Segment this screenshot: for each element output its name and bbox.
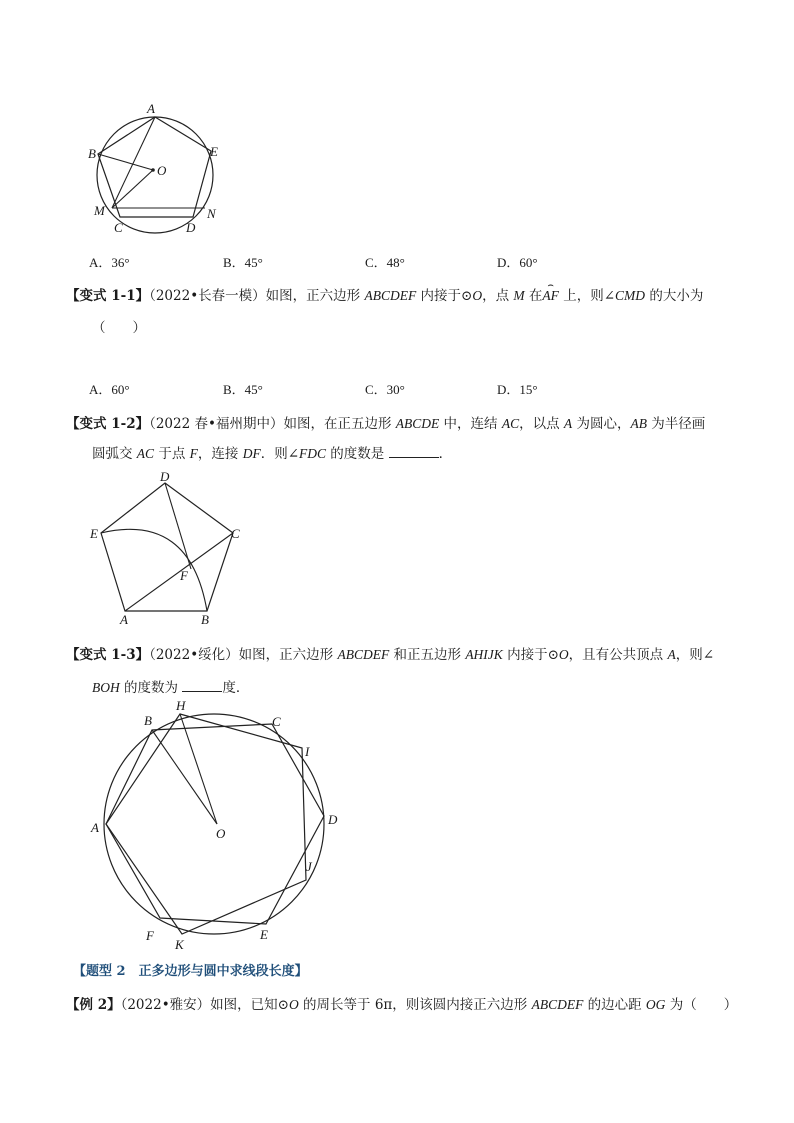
label-a: A bbox=[91, 820, 99, 835]
angle-name: BOH bbox=[92, 680, 120, 695]
section-title: 【题型 2 正多边形与圆中求线段长度】 bbox=[73, 964, 308, 979]
question-variant-1-2-line1 bbox=[66, 412, 705, 432]
label-e: E bbox=[90, 526, 98, 541]
segment-name: OG bbox=[645, 997, 666, 1012]
stem: 和正五边形 bbox=[389, 647, 466, 663]
polygon-name: AHIJK bbox=[465, 647, 503, 662]
source: （2022•长春一模） bbox=[149, 288, 266, 304]
stem: 中，连结 bbox=[439, 416, 502, 432]
option-d: D．60° bbox=[497, 255, 538, 270]
stem: ，点 bbox=[482, 288, 514, 304]
label-c: C bbox=[114, 220, 123, 235]
polygon-name: ABCDEF bbox=[531, 997, 584, 1012]
stem: 为圆心， bbox=[572, 416, 631, 432]
polygon-name: ABCDEF bbox=[337, 647, 390, 662]
question-variant-1-3-line2 bbox=[92, 676, 249, 696]
circle bbox=[104, 714, 324, 934]
angle-name: FDC bbox=[299, 446, 327, 461]
stem: 如图，已知⊙ bbox=[210, 997, 289, 1013]
stem: 如图，在正五边形 bbox=[283, 416, 396, 432]
figure-pentagon-arc bbox=[84, 472, 254, 632]
label-c: C bbox=[272, 714, 281, 729]
label-a: A bbox=[120, 612, 128, 627]
stem: ．则∠ bbox=[260, 446, 300, 462]
stem: 为（ ） bbox=[665, 997, 738, 1013]
stem: 如图，正六边形 bbox=[265, 288, 365, 304]
label-j: J bbox=[306, 859, 312, 874]
stem: 的度数为 bbox=[119, 680, 183, 696]
segment-name: AB bbox=[630, 416, 647, 431]
variant-tag: 【变式 1-3】 bbox=[66, 647, 150, 663]
label-f: F bbox=[146, 928, 154, 943]
answer-paren: （ ） bbox=[92, 320, 146, 336]
point-name: F bbox=[189, 446, 198, 461]
circle-name: O bbox=[558, 647, 569, 662]
figure-hexagon-pentagon-circle bbox=[86, 696, 346, 956]
stem: 的大小为 bbox=[645, 288, 704, 304]
label-b: B bbox=[144, 713, 152, 728]
segment-df bbox=[165, 483, 191, 569]
stem: 内接于⊙ bbox=[416, 288, 473, 304]
stem: 在 bbox=[524, 288, 543, 304]
answer-blank[interactable] bbox=[182, 691, 222, 692]
label-m: M bbox=[94, 203, 105, 218]
point-name: M bbox=[513, 288, 525, 303]
polygon-name: ABCDEF bbox=[364, 288, 417, 303]
source: （2022 春•福州期中） bbox=[149, 416, 284, 432]
circle-name: O bbox=[288, 997, 299, 1012]
label-o: O bbox=[216, 826, 226, 841]
figure-pentagon-circle bbox=[80, 98, 230, 238]
variant-tag: 【变式 1-2】 bbox=[66, 416, 150, 432]
label-a: A bbox=[147, 101, 155, 116]
stem: 上，则∠ bbox=[558, 288, 616, 304]
label-d: D bbox=[186, 220, 196, 235]
stem: ，连接 bbox=[197, 446, 243, 462]
polygon-name: ABCDE bbox=[395, 416, 440, 431]
stem: ． bbox=[438, 446, 453, 462]
point-name: A bbox=[667, 647, 676, 662]
point-name: A bbox=[563, 416, 573, 431]
label-e: E bbox=[210, 144, 218, 159]
label-d: D bbox=[328, 812, 338, 827]
label-i: I bbox=[305, 744, 310, 759]
circle bbox=[97, 117, 213, 233]
question-variant-1-2-line2 bbox=[92, 442, 452, 462]
center-point bbox=[151, 168, 155, 172]
segment-name: DF bbox=[242, 446, 261, 461]
option-b: B．45° bbox=[223, 255, 263, 270]
arc-ef bbox=[101, 529, 207, 611]
answer-blank[interactable] bbox=[389, 457, 439, 458]
circle-name: O bbox=[472, 288, 483, 303]
question-example-2 bbox=[66, 993, 737, 1013]
label-o: O bbox=[157, 163, 167, 178]
question-variant-1-3-line1 bbox=[66, 643, 714, 663]
option-a: A．60° bbox=[89, 382, 130, 397]
segment-name: AC bbox=[136, 446, 155, 461]
segment-bo bbox=[152, 730, 217, 824]
stem: 的边心距 bbox=[583, 997, 646, 1013]
stem: 度． bbox=[222, 680, 250, 696]
source: （2022•绥化） bbox=[149, 647, 239, 663]
angle-name: CMD bbox=[615, 288, 646, 303]
label-k: K bbox=[175, 937, 184, 952]
option-d: D．15° bbox=[497, 382, 538, 397]
label-b: B bbox=[88, 146, 96, 161]
stem: 圆弧交 bbox=[92, 446, 137, 462]
segment-ho bbox=[180, 714, 217, 824]
label-d: D bbox=[160, 472, 170, 484]
source: （2022•雅安） bbox=[120, 997, 211, 1013]
stem: 为半径画 bbox=[646, 416, 706, 432]
variant-tag: 【变式 1-1】 bbox=[66, 288, 150, 304]
label-c: C bbox=[231, 526, 240, 541]
stem: 如图，正六边形 bbox=[238, 647, 338, 663]
option-b: B．45° bbox=[223, 382, 263, 397]
arc-af: AF ⌢ bbox=[542, 280, 559, 303]
label-h: H bbox=[176, 698, 186, 713]
segment-m-o bbox=[112, 170, 153, 208]
stem: 于点 bbox=[154, 446, 190, 462]
label-n: N bbox=[207, 206, 216, 221]
stem: ，且有公共顶点 bbox=[568, 647, 668, 663]
segment-ac bbox=[125, 533, 233, 611]
option-c: C．48° bbox=[365, 255, 405, 270]
label-b: B bbox=[201, 612, 209, 627]
stem: ，则∠ bbox=[675, 647, 715, 663]
label-f: F bbox=[180, 568, 188, 583]
option-c: C．30° bbox=[365, 382, 405, 397]
option-a: A．36° bbox=[89, 255, 130, 270]
stem: ，以点 bbox=[519, 416, 564, 432]
segment-b-o bbox=[98, 154, 153, 170]
stem: 的周长等于 6π，则该圆内接正六边形 bbox=[298, 997, 532, 1013]
stem: 内接于⊙ bbox=[502, 647, 559, 663]
label-e: E bbox=[260, 927, 268, 942]
hexagon bbox=[106, 724, 324, 924]
segment-name: AC bbox=[501, 416, 520, 431]
stem: 的度数是 bbox=[326, 446, 389, 462]
example-tag: 【例 2】 bbox=[66, 997, 121, 1013]
question-variant-1-1 bbox=[66, 280, 704, 304]
